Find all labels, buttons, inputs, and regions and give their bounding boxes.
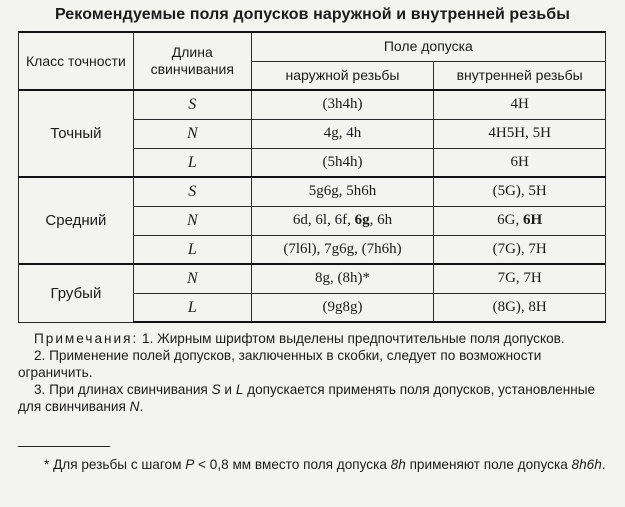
note-3-text: 3. При длинах свинчивания — [34, 382, 212, 397]
internal-cell: 4H5H, 5H — [434, 119, 606, 148]
preferred-field: 6g — [354, 212, 370, 228]
footnote-text: . — [601, 457, 606, 472]
length-cell: L — [133, 148, 251, 177]
notes-block — [18, 330, 608, 415]
table-row — [19, 264, 606, 293]
footnote-text: * Для резьбы с шагом — [44, 457, 186, 472]
note-3-text: допускается применять поля допусков, установленные для свинчивания — [18, 382, 596, 414]
table-row — [19, 177, 606, 206]
footnote-symbol: 8h6h — [571, 457, 602, 472]
note-3-symbol: S — [211, 382, 221, 397]
note-3-symbol: L — [235, 382, 244, 397]
note-3-text: . — [139, 399, 144, 414]
internal-cell: (7G), 7H — [434, 235, 606, 264]
header-external: наружной резьбы — [251, 61, 434, 90]
internal-cell — [434, 206, 606, 235]
note-2: 2. Применение полей допусков, заключенных в скобки, следует по возможности ограничить. — [18, 348, 542, 380]
note-3-text: и — [220, 382, 236, 397]
footnote-divider — [18, 446, 110, 447]
external-cell: (5h4h) — [251, 148, 434, 177]
internal-cell: (8G), 8H — [434, 293, 606, 322]
length-cell: N — [133, 119, 251, 148]
length-cell: S — [133, 177, 251, 206]
class-cell-precise: Точный — [19, 90, 134, 177]
footnote-symbol: 8h — [390, 457, 406, 472]
external-part: 6d, 6l, 6f, — [292, 212, 355, 228]
table-title: Рекомендуемые поля допусков наружной и внутренней резьбы — [54, 6, 571, 23]
notes-heading: Примечания: — [34, 331, 139, 346]
length-cell: N — [133, 206, 251, 235]
external-cell: 4g, 4h — [251, 119, 434, 148]
external-cell — [251, 206, 434, 235]
internal-cell: 7G, 7H — [434, 264, 606, 293]
external-cell: (9g8g) — [251, 293, 434, 322]
footnote — [18, 456, 608, 473]
footnote-text: применяют поле допуска — [405, 457, 572, 472]
length-cell: N — [133, 264, 251, 293]
note-3-symbol: N — [129, 399, 140, 414]
preferred-field: 6H — [522, 212, 543, 228]
class-cell-medium: Средний — [19, 177, 134, 264]
tolerance-table — [18, 31, 606, 323]
external-part: , 6h — [369, 212, 393, 228]
class-cell-coarse: Грубый — [19, 264, 134, 322]
external-cell: 8g, (8h)* — [251, 264, 434, 293]
internal-cell: (5G), 5H — [434, 177, 606, 206]
internal-cell: 6H — [434, 148, 606, 177]
external-cell: 5g6g, 5h6h — [251, 177, 434, 206]
external-cell: (7l6l), 7g6g, (7h6h) — [251, 235, 434, 264]
header-internal: внутренней резьбы — [434, 61, 606, 90]
length-cell: L — [133, 235, 251, 264]
external-cell: (3h4h) — [251, 90, 434, 119]
header-class: Класс точности — [19, 32, 134, 90]
header-field: Поле допуска — [251, 32, 605, 61]
note-3 — [18, 381, 608, 415]
footnote-symbol: P — [185, 457, 195, 472]
internal-cell: 4H — [434, 90, 606, 119]
length-cell: S — [133, 90, 251, 119]
footnote-text: < 0,8 мм вместо поля допуска — [194, 457, 391, 472]
internal-part: 6G, — [497, 212, 523, 228]
header-length: Длина свинчивания — [133, 32, 251, 90]
note-1 — [18, 330, 608, 347]
note-1-text: 1. Жирным шрифтом выделены предпочтительные поля допусков. — [142, 331, 565, 346]
table-row — [19, 90, 606, 119]
length-cell: L — [133, 293, 251, 322]
